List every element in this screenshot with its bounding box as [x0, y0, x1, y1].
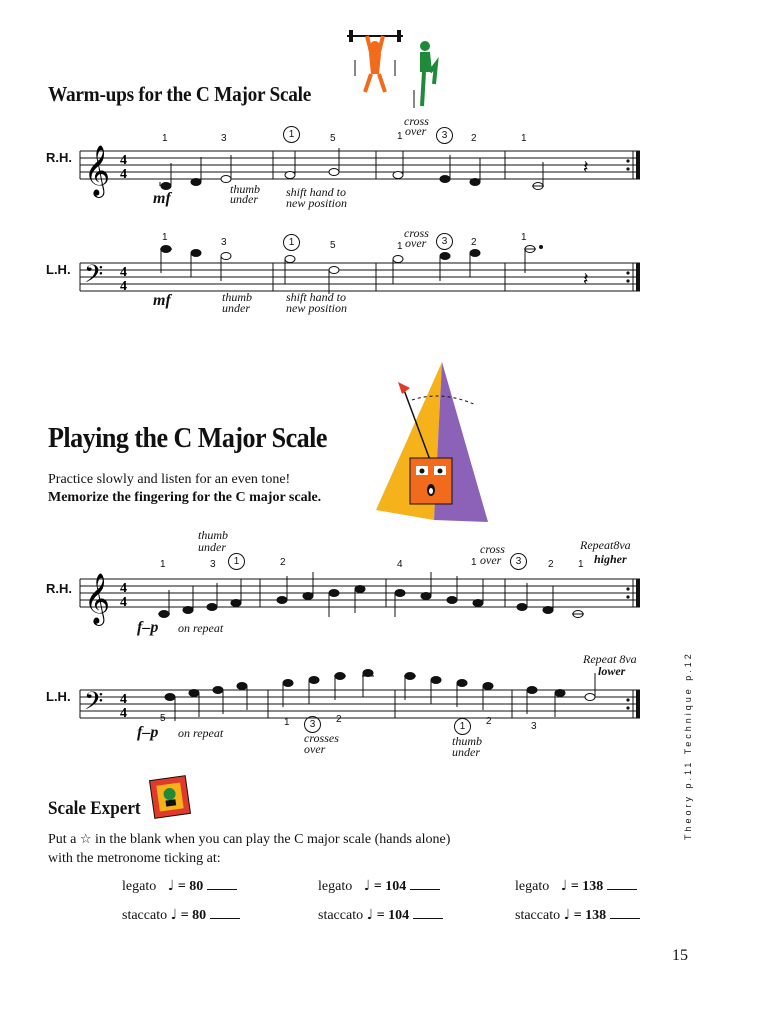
warmups-rh-finger-2: 3: [221, 133, 227, 144]
warmups-lh-finger-1: 1: [162, 232, 168, 243]
playing-rh-dynamic: f–p: [137, 619, 159, 636]
tempo-legato-80: legato ♩ = 80: [122, 878, 237, 895]
svg-text:4: 4: [120, 692, 127, 707]
page-number: 15: [672, 947, 688, 964]
warmups-rh-over: over: [405, 124, 427, 138]
warmups-lh-finger-3: 5: [330, 240, 336, 251]
stretching-figure-illustration: [410, 40, 440, 110]
warmups-lh-circled-2: 3: [436, 233, 453, 250]
warmups-lh-shift-2: new position: [286, 301, 348, 315]
warmups-lh-shift-1: shift hand to: [286, 290, 347, 304]
warmups-lh-finger-2: 3: [221, 237, 227, 248]
playing-instruction-2: Memorize the fingering for the C major scale.: [48, 490, 322, 505]
playing-lh-finger-3: 2: [336, 714, 342, 725]
playing-rh-repeat: Repeat8va: [580, 538, 631, 552]
playing-lh-thumb: thumb: [452, 734, 482, 748]
playing-lh-dynamic: f–p: [137, 724, 159, 741]
warmups-rh-circled-1: 1: [283, 126, 300, 143]
warmups-lh-finger-6: 1: [521, 232, 527, 243]
playing-rh-hand-label: R.H.: [46, 581, 72, 596]
quarter-note-icon: ♩: [167, 878, 175, 894]
playing-rh-circled-2: 3: [510, 553, 527, 570]
scale-expert-instruction-2: with the metronome ticking at:: [48, 851, 221, 866]
svg-text:4: 4: [120, 581, 127, 596]
playing-rh-finger-6: 2: [548, 559, 554, 570]
svg-text:𝄢: 𝄢: [84, 687, 104, 722]
playing-rh-thumb: thumb: [198, 528, 228, 542]
warmups-rh-under: under: [230, 192, 258, 206]
svg-text:𝄞: 𝄞: [84, 573, 111, 624]
playing-lh-circled-1: 3: [304, 716, 321, 733]
playing-lh-finger-4: 2: [486, 716, 492, 727]
warmups-title: Warm-ups for the C Major Scale: [48, 82, 312, 106]
metronome-illustration: [372, 360, 492, 525]
playing-lh-finger-2: 1: [284, 717, 290, 728]
warmups-rh-finger-5: 2: [471, 133, 477, 144]
warmups-rh-finger-1: 1: [162, 133, 168, 144]
playing-rh-cross: cross: [480, 542, 505, 556]
playing-lh-finger-5: 3: [531, 721, 537, 732]
warmups-rh-finger-3: 5: [330, 133, 336, 144]
svg-text:𝄞: 𝄞: [84, 145, 111, 196]
playing-rh-circled-1: 1: [228, 553, 245, 570]
playing-lh-direction: lower: [598, 664, 626, 678]
warmups-rh-shift-1: shift hand to: [286, 185, 347, 199]
warmups-rh-finger-6: 1: [521, 133, 527, 144]
tempo-legato-138: legato ♩ = 138: [515, 878, 637, 895]
star-icon: ☆: [79, 832, 92, 847]
quarter-note-icon: ♩: [363, 878, 371, 894]
warmups-rh-dynamic: mf: [153, 190, 171, 207]
tempo-blank[interactable]: [210, 918, 240, 919]
warmups-rh-cross: cross: [404, 114, 429, 128]
instruction-put-a: Put a: [48, 832, 77, 847]
svg-text:4: 4: [120, 595, 127, 610]
svg-text:4: 4: [120, 279, 127, 294]
quarter-note-icon: ♩: [170, 907, 178, 923]
warmups-lh-over: over: [405, 236, 427, 250]
warmups-lh-thumb: thumb: [222, 290, 252, 304]
warmups-rh-thumb: thumb: [230, 182, 260, 196]
tempo-legato-104: legato ♩ = 104: [318, 878, 440, 895]
playing-lh-over: over: [304, 742, 326, 756]
warmups-rh-shift-2: new position: [286, 196, 348, 210]
warmups-rh-finger-4: 1: [397, 131, 403, 142]
scale-expert-instruction-1: [48, 832, 450, 848]
svg-text:4: 4: [120, 706, 127, 721]
tempo-staccato-138: staccato ♩ = 138: [515, 907, 640, 924]
tempo-staccato-80: staccato ♩ = 80: [122, 907, 240, 924]
tempo-blank[interactable]: [607, 889, 637, 890]
playing-lh-under: under: [452, 745, 480, 759]
quarter-note-icon: ♩: [563, 907, 571, 923]
playing-lh-hand-label: L.H.: [46, 689, 71, 704]
weightlifter-illustration: [345, 30, 405, 100]
playing-rh-finger-4: 4: [397, 559, 403, 570]
svg-text:𝄢: 𝄢: [84, 260, 104, 295]
instruction-rest: in the blank when you can play the C major scale (hands alone): [95, 832, 451, 847]
warmups-lh-dynamic: mf: [153, 292, 171, 309]
svg-text:4: 4: [120, 153, 127, 168]
tempo-blank[interactable]: [610, 918, 640, 919]
playing-rh-finger-3: 2: [280, 557, 286, 568]
warmups-rh-circled-2: 3: [436, 127, 453, 144]
warmups-lh-staff: [80, 257, 645, 297]
quarter-note-icon: ♩: [560, 878, 568, 894]
warmups-lh-cross: cross: [404, 226, 429, 240]
playing-rh-over: over: [480, 553, 502, 567]
playing-title: Playing the C Major Scale: [48, 422, 327, 454]
playing-lh-repeat: Repeat 8va: [583, 652, 637, 666]
scale-expert-title: Scale Expert: [48, 798, 141, 819]
playing-lh-circled-2: 1: [454, 718, 471, 735]
sidebar-reference: Theory p.11 Technique p.12: [683, 651, 693, 840]
playing-rh-finger-2: 3: [210, 559, 216, 570]
playing-rh-on-repeat: on repeat: [178, 621, 224, 635]
playing-lh-crosses: crosses: [304, 731, 339, 745]
playing-rh-direction: higher: [594, 552, 627, 566]
scale-expert-badge-icon: [148, 774, 192, 820]
warmups-lh-circled-1: 1: [283, 234, 300, 251]
playing-rh-finger-7: 1: [578, 559, 584, 570]
playing-lh-finger-1: 5: [160, 713, 166, 724]
svg-text:𝄽: 𝄽: [583, 269, 589, 290]
playing-rh-staff: [80, 573, 645, 624]
svg-text:4: 4: [120, 265, 127, 280]
warmups-lh-hand-label: L.H.: [46, 262, 71, 277]
warmups-lh-finger-4: 1: [397, 241, 403, 252]
tempo-blank[interactable]: [207, 889, 237, 890]
svg-text:𝄽: 𝄽: [583, 157, 589, 178]
tempo-blank[interactable]: [410, 889, 440, 890]
playing-instruction-1: Practice slowly and listen for an even tone!: [48, 472, 291, 487]
playing-rh-finger-1: 1: [160, 559, 166, 570]
quarter-note-icon: ♩: [366, 907, 374, 923]
playing-rh-under: under: [198, 540, 226, 554]
warmups-rh-hand-label: R.H.: [46, 150, 72, 165]
playing-lh-on-repeat: on repeat: [178, 726, 224, 740]
playing-rh-finger-5: 1: [471, 557, 477, 568]
tempo-blank[interactable]: [413, 918, 443, 919]
tempo-staccato-104: staccato ♩ = 104: [318, 907, 443, 924]
svg-text:4: 4: [120, 167, 127, 182]
warmups-lh-under: under: [222, 301, 250, 315]
warmups-lh-finger-5: 2: [471, 237, 477, 248]
